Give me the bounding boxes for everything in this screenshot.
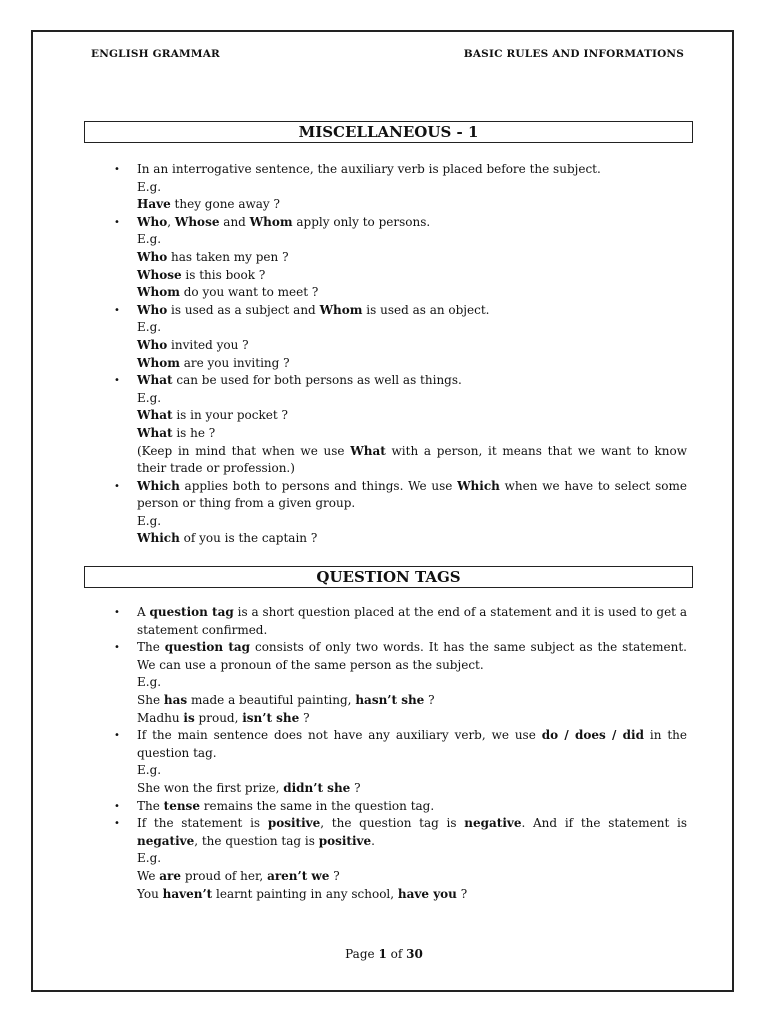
text-run: , bbox=[167, 214, 175, 229]
list-item bbox=[114, 639, 687, 727]
text-run: of you is the captain ? bbox=[179, 531, 318, 546]
bullet-icon: • bbox=[114, 642, 120, 654]
text-run: E.g. bbox=[137, 763, 162, 778]
text-run: is this book ? bbox=[181, 267, 266, 282]
text-run: Madhu bbox=[137, 710, 184, 725]
text-run: The bbox=[137, 640, 165, 655]
item-line bbox=[137, 710, 687, 728]
item-line bbox=[137, 780, 687, 798]
item-line bbox=[137, 302, 687, 320]
bullet-icon: • bbox=[114, 304, 120, 316]
text-run: do you want to meet ? bbox=[179, 285, 319, 300]
text-run: You bbox=[137, 886, 163, 901]
text-run: ? bbox=[424, 692, 435, 707]
page-of: of bbox=[390, 947, 403, 961]
bullet-icon: • bbox=[114, 730, 120, 742]
text-run: is in your pocket ? bbox=[172, 408, 288, 423]
item-line bbox=[137, 249, 687, 267]
bullet-icon: • bbox=[114, 607, 120, 618]
text-run: is used as an object. bbox=[362, 302, 490, 317]
bold-term: isn’t she bbox=[242, 710, 300, 725]
item-line bbox=[137, 407, 687, 425]
bold-term: aren’t we bbox=[267, 868, 330, 883]
item-line bbox=[137, 161, 687, 179]
bold-term: Whom bbox=[137, 285, 180, 300]
list-item bbox=[114, 478, 687, 548]
list-item bbox=[114, 161, 687, 214]
item-line bbox=[137, 425, 687, 443]
bold-term: hasn’t she bbox=[355, 692, 425, 707]
text-run: She bbox=[137, 692, 164, 707]
section-title-miscellaneous: MISCELLANEOUS - 1 bbox=[84, 121, 693, 143]
item-line bbox=[137, 284, 687, 302]
list-item bbox=[114, 214, 687, 302]
text-run: A bbox=[137, 605, 150, 619]
bold-term: What bbox=[137, 425, 173, 440]
item-line bbox=[137, 727, 687, 762]
text-run: The bbox=[137, 798, 164, 813]
item-line bbox=[137, 692, 687, 710]
bold-term: What bbox=[137, 373, 173, 388]
bold-term: Whom bbox=[319, 302, 363, 317]
bullet-icon: • bbox=[114, 800, 120, 812]
text-run: (Keep in mind that when we use bbox=[137, 443, 351, 458]
text-run: proud, bbox=[194, 710, 243, 725]
item-line bbox=[137, 530, 687, 548]
section-title-question-tags: QUESTION TAGS bbox=[84, 566, 693, 588]
bold-term: Which bbox=[137, 478, 180, 493]
text-run: If the statement is bbox=[137, 816, 268, 831]
text-run: and bbox=[219, 214, 250, 229]
bold-term: Who bbox=[137, 337, 168, 352]
text-run: made a beautiful painting, bbox=[187, 692, 356, 707]
bold-term: is bbox=[183, 710, 195, 725]
item-line bbox=[137, 214, 687, 232]
bold-term: do / does / did bbox=[541, 728, 644, 743]
header-right: BASIC RULES AND INFORMATIONS bbox=[463, 48, 684, 60]
text-run: is he ? bbox=[172, 425, 216, 440]
text-run: If the main sentence does not have any auxiliary verb, we use bbox=[137, 728, 542, 743]
item-line bbox=[137, 478, 687, 513]
bold-term: Whose bbox=[137, 267, 182, 282]
item-line bbox=[137, 886, 687, 904]
text-run: E.g. bbox=[137, 513, 162, 528]
list-item bbox=[114, 815, 687, 903]
bold-term: Which bbox=[137, 531, 180, 546]
miscellaneous-list bbox=[114, 161, 687, 548]
item-line bbox=[137, 267, 687, 285]
item-line bbox=[137, 231, 687, 249]
bold-term: are bbox=[159, 868, 182, 883]
text-run: with a person, it means that we want to know their trade or profession.) bbox=[137, 443, 687, 476]
text-run: E.g. bbox=[137, 390, 162, 405]
bold-term: What bbox=[350, 443, 386, 458]
bold-term: positive bbox=[267, 816, 321, 831]
text-run: learnt painting in any school, bbox=[212, 886, 398, 901]
bold-term: Which bbox=[457, 478, 500, 493]
item-line bbox=[137, 513, 687, 531]
bold-term: positive bbox=[318, 833, 372, 848]
text-run: She won the first prize, bbox=[137, 780, 284, 795]
bold-term: didn’t she bbox=[283, 780, 351, 795]
text-run: . bbox=[371, 833, 375, 848]
bold-term: tense bbox=[163, 798, 200, 813]
item-line bbox=[137, 390, 687, 408]
text-run: In an interrogative sentence, the auxiliary verb is placed before the subject. bbox=[137, 162, 601, 176]
bullet-icon: • bbox=[114, 164, 120, 175]
text-run: ? bbox=[456, 886, 468, 901]
list-item bbox=[114, 372, 687, 478]
bold-term: question tag bbox=[149, 605, 234, 619]
text-run: invited you ? bbox=[167, 337, 249, 352]
bold-term: has bbox=[163, 692, 188, 707]
bullet-icon: • bbox=[114, 216, 120, 228]
bullet-icon: • bbox=[114, 818, 120, 830]
bold-term: Have bbox=[137, 197, 171, 212]
text-run: E.g. bbox=[137, 179, 162, 194]
item-line bbox=[137, 319, 687, 337]
text-run: is a short question placed at the end of a statement and it is used to get a statement confirmed. bbox=[137, 605, 687, 637]
item-line bbox=[137, 604, 687, 639]
list-item bbox=[114, 302, 687, 372]
bold-term: Who bbox=[137, 249, 168, 264]
bold-term: negative bbox=[464, 816, 522, 831]
bold-term: negative bbox=[137, 833, 195, 848]
bold-term: Whose bbox=[174, 214, 220, 229]
text-run: . And if the statement is bbox=[521, 816, 687, 831]
item-line bbox=[137, 798, 687, 816]
page-footer bbox=[0, 947, 768, 961]
bold-term: Who bbox=[137, 214, 168, 229]
bold-term: Whom bbox=[249, 214, 293, 229]
header-left: ENGLISH GRAMMAR bbox=[91, 48, 220, 60]
list-item bbox=[114, 727, 687, 797]
text-run: when we have to select some person or thing from a given group. bbox=[137, 478, 687, 511]
text-run: has taken my pen ? bbox=[167, 249, 289, 264]
page-label: Page bbox=[345, 947, 375, 961]
bold-term: Who bbox=[137, 302, 168, 317]
item-line bbox=[137, 337, 687, 355]
bold-term: question tag bbox=[164, 640, 251, 655]
bold-term: What bbox=[137, 408, 173, 423]
text-run: can be used for both persons as well as things. bbox=[172, 373, 462, 388]
item-line bbox=[137, 196, 687, 214]
text-run: E.g. bbox=[137, 232, 162, 247]
text-run: E.g. bbox=[137, 851, 162, 866]
bold-term: have you bbox=[397, 886, 457, 901]
item-line bbox=[137, 179, 687, 197]
text-run: E.g. bbox=[137, 675, 162, 690]
item-line bbox=[137, 355, 687, 373]
page-total: 30 bbox=[406, 947, 423, 961]
text-run: applies both to persons and things. We use bbox=[179, 478, 458, 493]
item-line bbox=[137, 639, 687, 674]
item-line bbox=[137, 372, 687, 390]
text-run: are you inviting ? bbox=[179, 355, 290, 370]
list-item bbox=[114, 604, 687, 639]
text-run: E.g. bbox=[137, 320, 162, 335]
text-run: apply only to persons. bbox=[292, 214, 431, 229]
list-item bbox=[114, 798, 687, 816]
text-run: , the question tag is bbox=[194, 833, 319, 848]
question-tags-list bbox=[114, 604, 687, 903]
bullet-icon: • bbox=[114, 480, 120, 492]
text-run: in the question tag. bbox=[137, 728, 687, 760]
item-line bbox=[137, 868, 687, 886]
text-run: ? bbox=[329, 868, 340, 883]
item-line bbox=[137, 850, 687, 868]
bullet-icon: • bbox=[114, 375, 120, 387]
text-run: ? bbox=[299, 710, 310, 725]
item-line bbox=[137, 815, 687, 850]
text-run: they gone away ? bbox=[170, 197, 280, 212]
item-line bbox=[137, 762, 687, 780]
text-run: is used as a subject and bbox=[167, 302, 320, 317]
text-run: remains the same in the question tag. bbox=[199, 798, 435, 813]
page-current: 1 bbox=[378, 947, 387, 961]
item-line bbox=[137, 443, 687, 478]
item-line bbox=[137, 674, 687, 692]
bold-term: Whom bbox=[137, 355, 180, 370]
text-run: consists of only two words. It has the same subject as the statement. We can use a pronoun of the same person as the subject. bbox=[137, 640, 687, 672]
text-run: ? bbox=[350, 780, 361, 795]
bold-term: haven’t bbox=[162, 886, 213, 901]
text-run: proud of her, bbox=[181, 868, 268, 883]
text-run: , the question tag is bbox=[320, 816, 465, 831]
text-run: We bbox=[137, 868, 160, 883]
